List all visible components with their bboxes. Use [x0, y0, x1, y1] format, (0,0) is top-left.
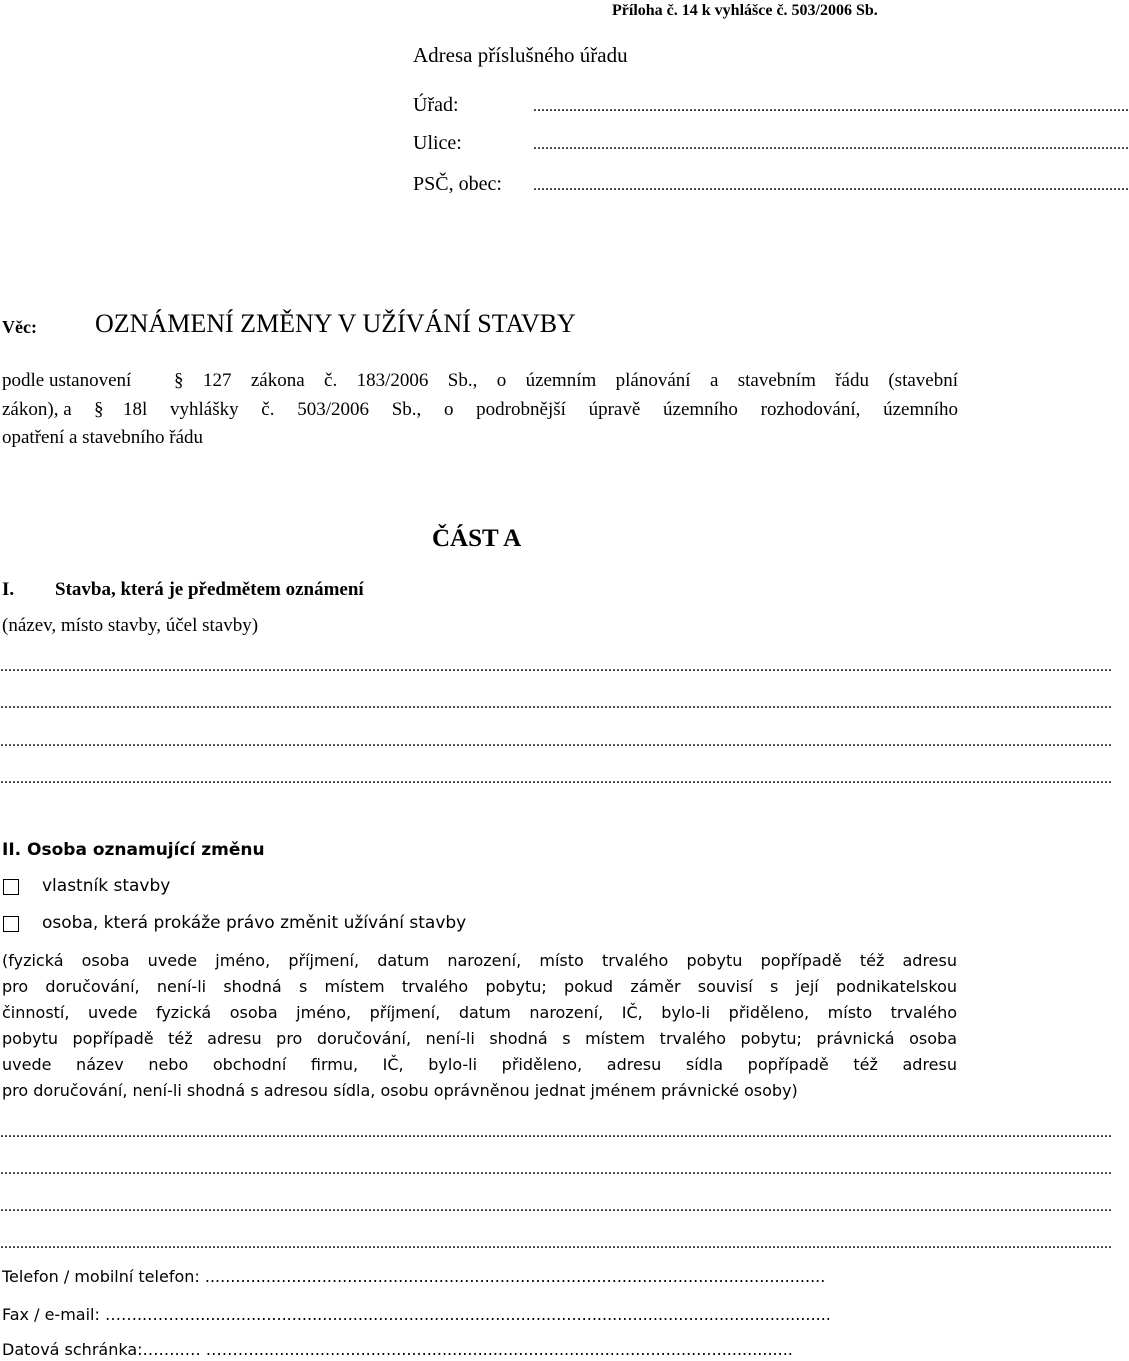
- instructions-line3: činností, uvede fyzická osoba jméno, příjmení, datum narození, IČ, bylo-li přiděleno, místo trvalého: [2, 1003, 957, 1022]
- building-field-line1[interactable]: ......................................................................................................................................................................................................................................................................................: [0, 658, 1112, 675]
- address-heading: Adresa příslušného úřadu: [413, 43, 628, 67]
- owner-checkbox[interactable]: [3, 879, 19, 895]
- owner-option-label: vlastník stavby: [42, 876, 171, 896]
- legal-line3: opatření a stavebního řádu: [2, 427, 204, 448]
- building-field-line3[interactable]: ......................................................................................................................................................................................................................................................................................: [0, 733, 1112, 750]
- instructions-line4: pobytu popřípadě též adresu pro doručování, není-li shodná s místem trvalého pobytu; právnická osoba: [2, 1029, 957, 1048]
- ulice-label: Ulice:: [413, 132, 462, 154]
- building-field-line4[interactable]: ......................................................................................................................................................................................................................................................................................: [0, 770, 1112, 787]
- appendix-reference: Příloha č. 14 k vyhlášce č. 503/2006 Sb.: [612, 2, 878, 19]
- ulice-field[interactable]: .....................................................................................................................................................: [533, 136, 1129, 153]
- paragraph-symbol: §: [174, 370, 184, 391]
- legal-line1-start: podle ustanovení: [2, 370, 132, 391]
- data-box-field[interactable]: Datová schránka:……..… ………..........................................................................................................: [2, 1340, 793, 1359]
- document-title: OZNÁMENÍ ZMĚNY V UŽÍVÁNÍ STAVBY: [95, 309, 576, 338]
- applicant-field-line3[interactable]: ......................................................................................................................................................................................................................................................................................: [0, 1198, 1112, 1215]
- fax-email-field[interactable]: Fax / e-mail: ……..……….............................................................................................................................: [2, 1305, 831, 1324]
- psc-obec-field[interactable]: .....................................................................................................................................................: [533, 177, 1129, 194]
- part-a-title: ČÁST A: [432, 525, 522, 552]
- psc-obec-label: PSČ, obec:: [413, 173, 502, 195]
- instructions-line6: pro doručování, není-li shodná s adresou sídla, osobu oprávněnou jednat jménem právnické osoby): [2, 1081, 798, 1100]
- legal-line2-rest: 18l vyhlášky č. 503/2006 Sb., o podrobnější úpravě územního rozhodování, územního: [123, 399, 958, 420]
- applicant-field-line2[interactable]: ......................................................................................................................................................................................................................................................................................: [0, 1161, 1112, 1178]
- legal-line1-rest: 127 zákona č. 183/2006 Sb., o územním plánování a stavebním řádu (stavební: [203, 370, 958, 391]
- authorized-person-checkbox[interactable]: [3, 916, 19, 932]
- paragraph-symbol: §: [94, 399, 104, 420]
- urad-field[interactable]: .....................................................................................................................................................: [533, 98, 1129, 115]
- section1-number: I.: [2, 579, 15, 600]
- legal-line2-start: zákon), a: [2, 399, 72, 420]
- urad-label: Úřad:: [413, 94, 459, 116]
- section2-title: II. Osoba oznamující změnu: [2, 840, 265, 860]
- instructions-line1: (fyzická osoba uvede jméno, příjmení, datum narození, místo trvalého pobytu popřípadě též adresu: [2, 951, 957, 970]
- instructions-line5: uvede název nebo obchodní firmu, IČ, bylo-li přiděleno, adresu sídla popřípadě též adresu: [2, 1055, 957, 1074]
- phone-field[interactable]: Telefon / mobilní telefon: ..........................................................................................................................: [2, 1267, 826, 1286]
- section1-hint: (název, místo stavby, účel stavby): [2, 615, 259, 636]
- section1-title: Stavba, která je předmětem oznámení: [55, 579, 364, 600]
- instructions-line2: pro doručování, není-li shodná s místem trvalého pobytu; pokud záměr souvisí s její podnikatelskou: [2, 977, 957, 996]
- subject-label: Věc:: [2, 317, 37, 337]
- applicant-field-line4[interactable]: ......................................................................................................................................................................................................................................................................................: [0, 1235, 1112, 1252]
- authorized-person-option-label: osoba, která prokáže právo změnit užívání stavby: [42, 913, 467, 933]
- applicant-field-line1[interactable]: ......................................................................................................................................................................................................................................................................................: [0, 1124, 1112, 1141]
- building-field-line2[interactable]: ......................................................................................................................................................................................................................................................................................: [0, 695, 1112, 712]
